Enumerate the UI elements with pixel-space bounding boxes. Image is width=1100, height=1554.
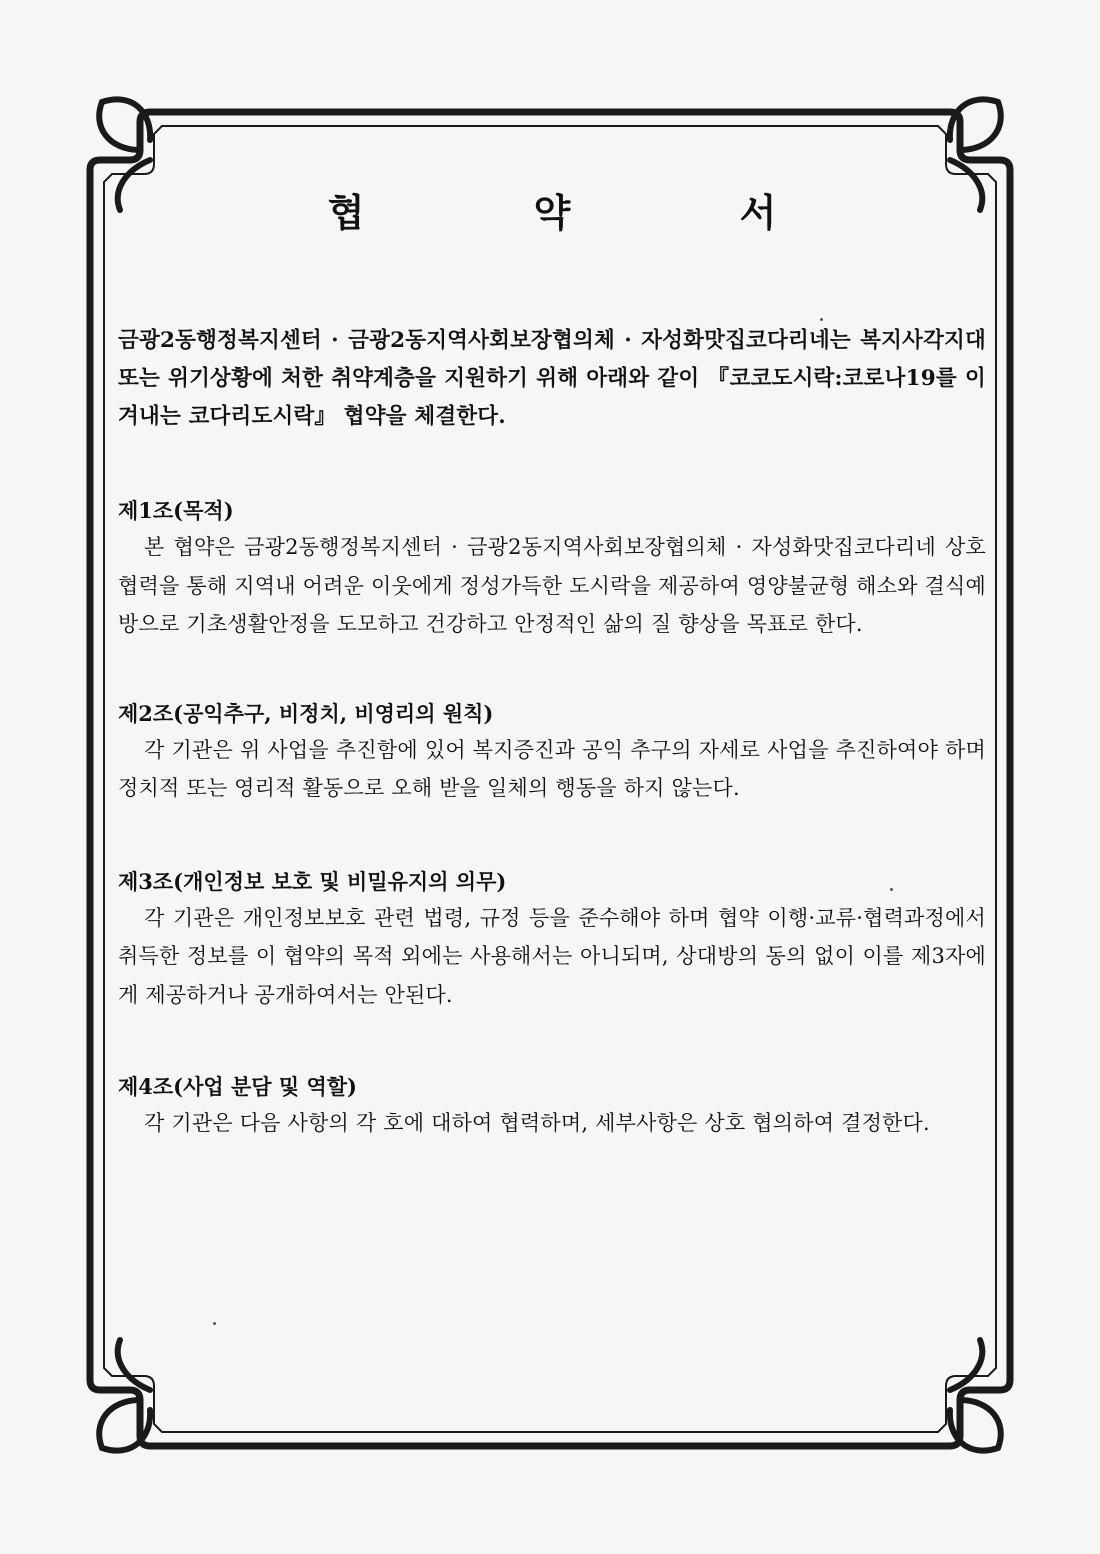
article-body: 각 기관은 다음 사항의 각 호에 대하여 협력하며, 세부사항은 상호 협의하여 결정한다. bbox=[144, 1111, 930, 1135]
article-3 bbox=[118, 865, 986, 1015]
article-body: 본 협약은 금광2동행정복지센터 · 금광2동지역사회보장협의체 · 자성화맛집코다리네 상호협력을 통해 지역내 어려운 이웃에게 정성가득한 도시락을 제공하여 영양불균형 해소와 결식예방으로 기초생활안정을 도모하고 건강하고 안정적인 삶의 질 향상을 목표로 한다. bbox=[118, 535, 986, 636]
scan-speck bbox=[820, 318, 823, 321]
agreement-content bbox=[118, 170, 986, 1320]
article-heading: 제2조(공익추구, 비정치, 비영리의 원칙) bbox=[118, 700, 494, 726]
intro-paragraph: 금광2동행정복지센터 · 금광2동지역사회보장협의체 · 자성화맛집코다리네는 복지사각지대 또는 위기상황에 처한 취약계층을 지원하기 위해 아래와 같이 『코코도시락:코로나19를 이겨내는 코다리도시락』 협약을 체결한다. bbox=[118, 328, 986, 429]
scan-speck bbox=[213, 1322, 216, 1325]
article-body: 각 기관은 위 사업을 추진함에 있어 복지증진과 공익 추구의 자세로 사업을 추진하여야 하며 정치적 또는 영리적 활동으로 오해 받을 일체의 행동을 하지 않는다. bbox=[118, 737, 986, 800]
scan-speck bbox=[890, 888, 893, 891]
article-heading: 제3조(개인정보 보호 및 비밀유지의 의무) bbox=[118, 868, 507, 894]
article-heading: 제1조(목적) bbox=[118, 498, 234, 523]
article-4 bbox=[118, 1070, 986, 1143]
article-1 bbox=[118, 494, 986, 644]
article-heading: 제4조(사업 분담 및 역할) bbox=[118, 1074, 357, 1099]
article-2 bbox=[118, 697, 986, 808]
article-body: 각 기관은 개인정보보호 관련 법령, 규정 등을 준수해야 하며 협약 이행·교류·협력과정에서 취득한 정보를 이 협약의 목적 외에는 사용해서는 아니되며, 상대방의 동의 없이 이를 제3자에게 제공하거나 공개하여서는 안된다. bbox=[118, 905, 986, 1007]
document-title: 협 약 서 bbox=[327, 190, 855, 235]
